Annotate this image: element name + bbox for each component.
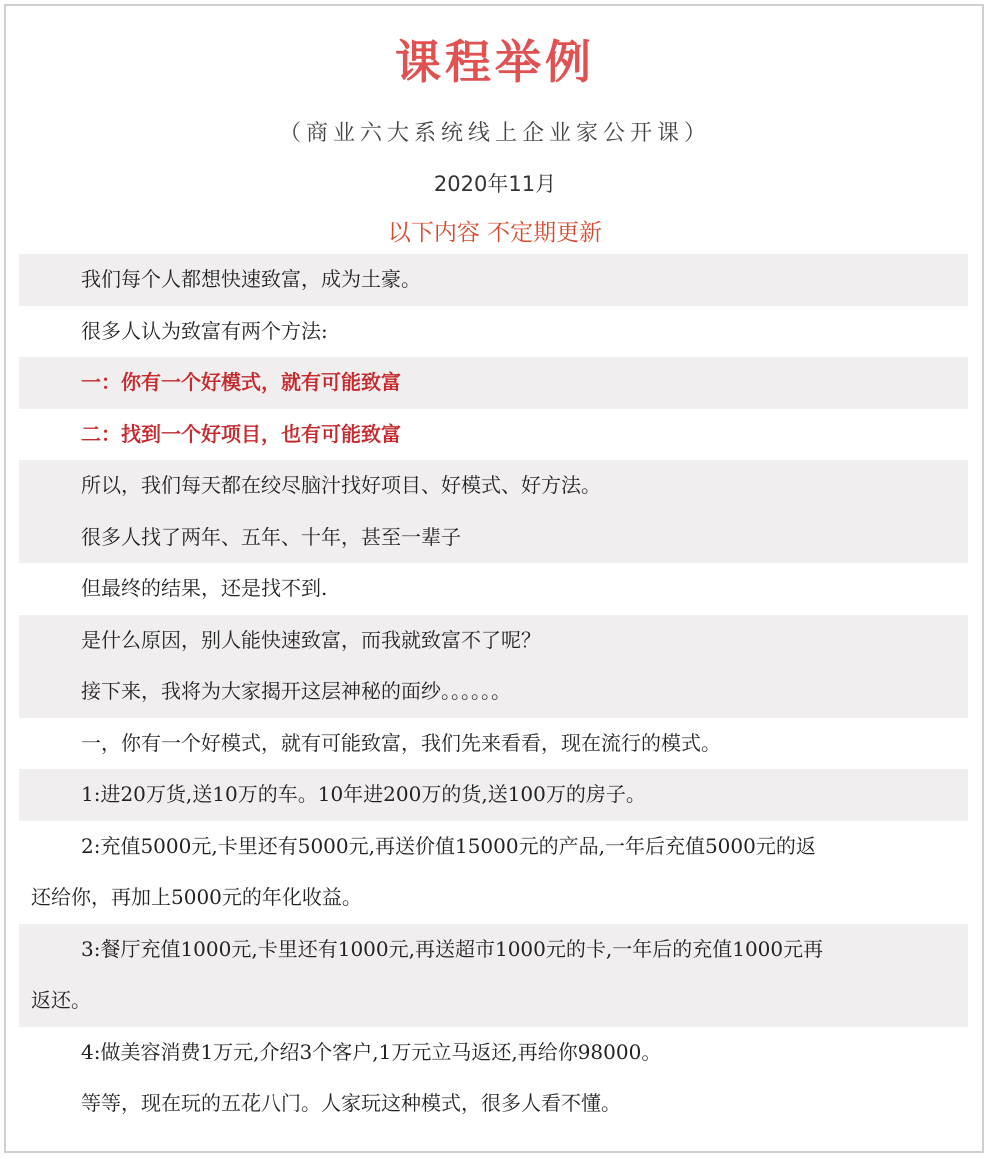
highlight-method-two: 二：找到一个好项目，也有可能致富 (81, 421, 401, 446)
paragraph: 等等，现在玩的五花八门。人家玩这种模式，很多人看不懂。 (81, 1091, 621, 1115)
page-title: 课程举例 (395, 35, 595, 89)
list-item-line: 2:充值5000元,卡里还有5000元,再送价值15000元的产品,一年后充值5000元的返 (81, 833, 816, 858)
paragraph: 但最终的结果，还是找不到. (81, 576, 328, 600)
paragraph: 我们每个人都想快速致富，成为土豪。 (19, 254, 968, 306)
list-item (19, 821, 968, 924)
page-subtitle: （商业六大系统线上企业家公开课） (278, 121, 711, 146)
paragraph: 很多人认为致富有两个方法: (81, 318, 328, 343)
paragraph: 接下来，我将为大家揭开这层神秘的面纱。。。。。。 (19, 666, 968, 718)
paragraph: 是什么原因，别人能快速致富，而我就致富不了呢？ (19, 615, 968, 667)
highlight-method-one: 一：你有一个好模式，就有可能致富 (19, 357, 968, 409)
paragraph: 很多人找了两年、五年、十年，甚至一辈子 (19, 512, 968, 564)
list-item-line: 3:餐厅充值1000元,卡里还有1000元,再送超市1000元的卡,一年后的充值1000元再 (81, 936, 824, 961)
paragraph: 一，你有一个好模式，就有可能致富，我们先来看看，现在流行的模式。 (81, 730, 721, 755)
list-item-line: 返还。 (31, 988, 91, 1012)
list-item (19, 924, 968, 1027)
list-item-line: 还给你，再加上5000元的年化收益。 (31, 885, 362, 909)
list-item: 4:做美容消费1万元,介绍3个客户,1万元立马返还,再给你98000。 (81, 1039, 662, 1064)
paragraph: 所以，我们每天都在绞尽脑汁找好项目、好模式、好方法。 (19, 460, 968, 512)
article-body (19, 254, 968, 1130)
publish-date: 2020年11月 (433, 172, 557, 196)
update-notice: 以下内容 不定期更新 (387, 220, 603, 246)
list-item: 1:进20万货,送10万的车。10年进200万的货,送100万的房子。 (19, 769, 968, 821)
